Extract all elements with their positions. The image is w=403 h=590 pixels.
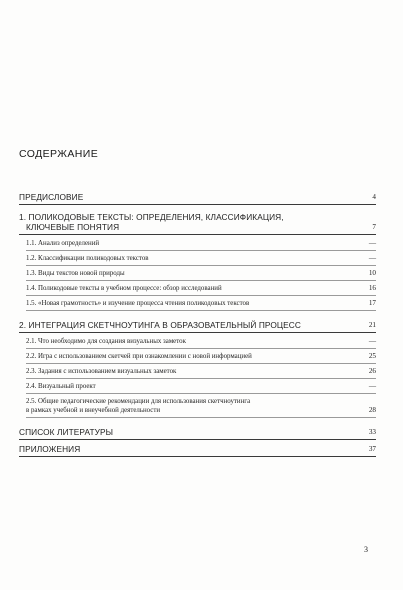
- toc-entry-section-1-4[interactable]: [26, 284, 376, 296]
- toc-entry-title: 1.5. «Новая грамотность» и изучение процесса чтения поликодовых текстов: [26, 299, 250, 307]
- toc-entry-page: 26: [368, 367, 376, 375]
- toc-entry-section-2-3[interactable]: [26, 367, 376, 379]
- toc-entry-section-2-5[interactable]: [26, 398, 376, 418]
- toc-entry-title: 2.2. Игра с использованием скетчей при ознакомлении с новой информацией: [26, 352, 252, 360]
- toc-entry-title: 1.1. Анализ определений: [26, 239, 100, 247]
- toc-entry-title: ПРИЛОЖЕНИЯ: [19, 444, 81, 454]
- toc-entry-title: 2. ИНТЕГРАЦИЯ СКЕТЧНОУТИНГА В ОБРАЗОВАТЕЛЬНЫЙ ПРОЦЕСС: [19, 320, 301, 330]
- page-number: 3: [364, 545, 368, 554]
- toc-entry-preface[interactable]: [19, 192, 376, 205]
- toc-entry-page: 28: [368, 406, 376, 414]
- toc-entry-title: ПРЕДИСЛОВИЕ: [19, 192, 84, 202]
- toc-entry-title: 2.1. Что необходимо для создания визуальных заметок: [26, 337, 186, 345]
- toc-entry-page: 21: [368, 321, 376, 329]
- toc-entry-page: 16: [368, 284, 376, 292]
- toc-entry-page: 10: [368, 269, 376, 277]
- toc-entry-title: 1.2. Классификации поликодовых текстов: [26, 254, 149, 262]
- toc-entry-title: 2.5. Общие педагогические рекомендации для использования скетчноутинга в рамках учебной и внеучебной деятельности: [26, 398, 251, 414]
- toc-entry-section-2-2[interactable]: [26, 352, 376, 364]
- toc-entry-section-2-1[interactable]: [26, 337, 376, 349]
- toc-entry-title: 1.3. Виды текстов новой природы: [26, 269, 125, 277]
- toc-entry-page: —: [368, 337, 376, 345]
- toc-entry-chapter-1[interactable]: [19, 212, 376, 235]
- toc-entry-title: 1.4. Поликодовые тексты в учебном процессе: обзор исследований: [26, 284, 222, 292]
- toc-entry-title: 2.3. Задания с использованием визуальных заметок: [26, 367, 177, 375]
- page-title: СОДЕРЖАНИЕ: [19, 148, 99, 160]
- toc-entry-page: 25: [368, 352, 376, 360]
- toc-entry-page: 17: [368, 299, 376, 307]
- toc-entry-page: 33: [368, 428, 376, 436]
- toc-entry-title: 1. ПОЛИКОДОВЫЕ ТЕКСТЫ: ОПРЕДЕЛЕНИЯ, КЛАССИФИКАЦИЯ, КЛЮЧЕВЫЕ ПОНЯТИЯ: [19, 212, 284, 232]
- toc-entry-page: 37: [368, 445, 376, 453]
- toc-entry-appendices[interactable]: [19, 444, 376, 457]
- toc-entry-page: —: [368, 382, 376, 390]
- toc-entry-title: 2.4. Визуальный проект: [26, 382, 96, 390]
- toc-entry-chapter-2[interactable]: [19, 320, 376, 333]
- toc-entry-section-2-4[interactable]: [26, 382, 376, 394]
- toc-entry-title: СПИСОК ЛИТЕРАТУРЫ: [19, 427, 114, 437]
- toc-entry-section-1-1[interactable]: [26, 239, 376, 251]
- toc-entry-page: —: [368, 254, 376, 262]
- toc-entry-section-1-3[interactable]: [26, 269, 376, 281]
- toc-entry-section-1-2[interactable]: [26, 254, 376, 266]
- toc-entry-section-1-5[interactable]: [26, 299, 376, 311]
- toc-entry-references[interactable]: [19, 427, 376, 440]
- toc-entry-page: 4: [372, 193, 376, 201]
- toc-entry-page: —: [368, 239, 376, 247]
- toc-entry-page: 7: [372, 223, 376, 231]
